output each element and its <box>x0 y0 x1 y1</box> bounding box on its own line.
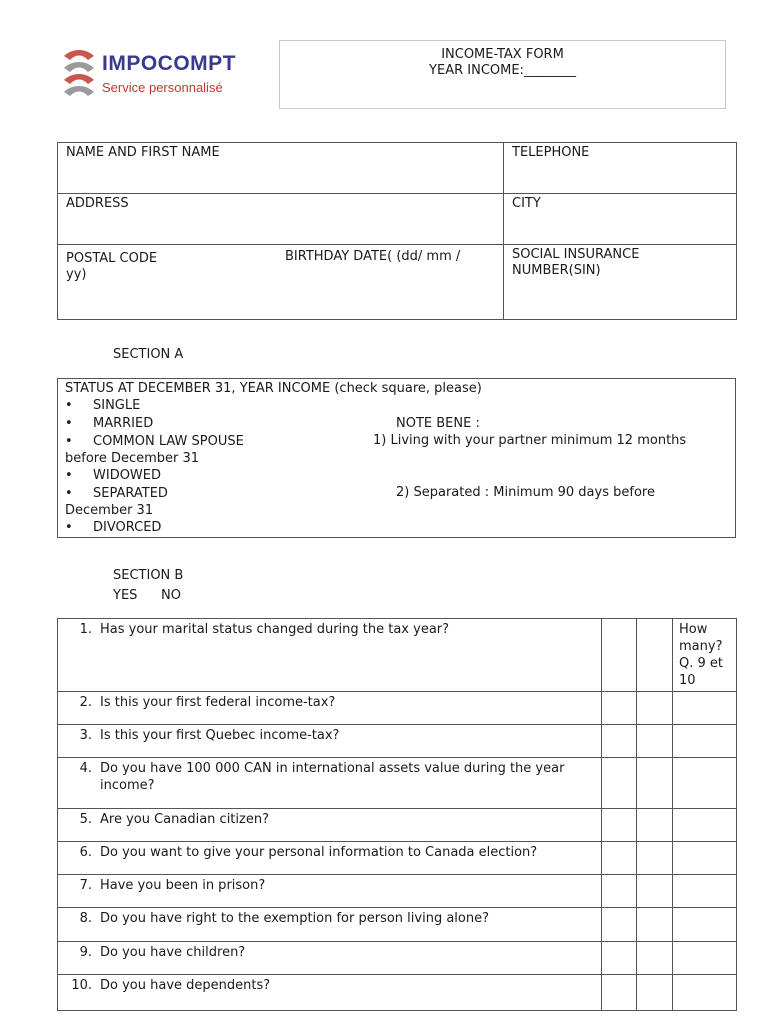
no-checkbox[interactable] <box>637 692 673 725</box>
yes-checkbox[interactable] <box>602 809 637 842</box>
common-law-cont: before December 31 <box>65 451 200 466</box>
status-common-law[interactable]: • COMMON LAW SPOUSE <box>65 434 244 449</box>
year-income-field[interactable]: YEAR INCOME:________ <box>429 63 576 78</box>
address-field[interactable] <box>58 194 504 245</box>
logo-subtitle: Service personnalisé <box>102 80 223 95</box>
yes-checkbox[interactable] <box>602 842 637 875</box>
birthday-label-cont: yy) <box>66 267 87 282</box>
question-text: Do you have 100 000 CAN in international assets value during the year income? <box>100 761 565 793</box>
city-label: CITY <box>512 196 541 211</box>
question-text: Do you have right to the exemption for person living alone? <box>100 911 490 926</box>
bullet-icon: • <box>65 434 73 449</box>
question-text: Do you have dependents? <box>100 978 271 993</box>
postal-code-label: POSTAL CODE <box>66 251 158 266</box>
yes-checkbox[interactable] <box>602 975 637 1011</box>
no-checkbox[interactable] <box>637 809 673 842</box>
status-single[interactable]: • SINGLE <box>65 398 141 413</box>
yes-checkbox[interactable] <box>602 725 637 758</box>
yes-checkbox[interactable] <box>602 692 637 725</box>
section-a-title: SECTION A <box>113 347 184 362</box>
question-row: 2. Is this your first federal income-tax? <box>58 692 602 725</box>
question-row: 9. Do you have children? <box>58 942 602 975</box>
question-row: 3. Is this your first Quebec income-tax? <box>58 725 602 758</box>
question-row: 10. Do you have dependents? <box>58 975 602 1011</box>
form-title-box <box>279 40 726 109</box>
form-title: INCOME-TAX FORM <box>441 47 564 62</box>
bullet-icon: • <box>65 486 73 501</box>
telephone-label: TELEPHONE <box>512 145 590 160</box>
status-heading: STATUS AT DECEMBER 31, YEAR INCOME (check square, please) <box>65 381 482 396</box>
question-row: 4. Do you have 100 000 CAN in international assets value during the year income? <box>58 758 602 809</box>
question-row: 1. Has your marital status changed during the tax year? <box>58 619 602 692</box>
yes-checkbox[interactable] <box>602 619 637 692</box>
sin-label: SOCIAL INSURANCE NUMBER(SIN) <box>512 247 640 278</box>
section-b-title: SECTION B <box>113 568 184 583</box>
no-checkbox[interactable] <box>637 975 673 1011</box>
identity-table <box>57 142 737 320</box>
question-text: Has your marital status changed during the tax year? <box>100 622 450 637</box>
bullet-icon: • <box>65 398 73 413</box>
logo-text: IMPOCOMPT <box>102 52 236 75</box>
how-many-cell[interactable]: How many? Q. 9 et 10 <box>673 619 737 692</box>
logo-mark-icon <box>64 50 94 96</box>
how-many-field[interactable] <box>673 725 737 758</box>
company-logo <box>60 46 100 102</box>
question-text: Is this your first Quebec income-tax? <box>100 728 340 743</box>
question-row: 8. Do you have right to the exemption for person living alone? <box>58 908 602 942</box>
status-divorced[interactable]: • DIVORCED <box>65 520 162 535</box>
how-many-field[interactable] <box>673 842 737 875</box>
yes-checkbox[interactable] <box>602 875 637 908</box>
separated-cont: December 31 <box>65 503 154 518</box>
yes-label: YES <box>113 588 138 603</box>
how-many-field[interactable] <box>673 908 737 942</box>
how-many-field[interactable] <box>673 942 737 975</box>
status-widowed[interactable]: • WIDOWED <box>65 468 162 483</box>
question-row: 7. Have you been in prison? <box>58 875 602 908</box>
question-row: 6. Do you want to give your personal information to Canada election? <box>58 842 602 875</box>
bullet-icon: • <box>65 468 73 483</box>
status-separated[interactable]: • SEPARATED <box>65 486 168 501</box>
how-many-field[interactable] <box>673 975 737 1011</box>
status-box <box>57 378 736 538</box>
question-text: Is this your first federal income-tax? <box>100 695 336 710</box>
telephone-field[interactable] <box>504 143 737 194</box>
yes-checkbox[interactable] <box>602 942 637 975</box>
name-field[interactable] <box>58 143 504 194</box>
note-2: 2) Separated : Minimum 90 days before <box>396 485 655 500</box>
no-checkbox[interactable] <box>637 619 673 692</box>
no-checkbox[interactable] <box>637 942 673 975</box>
question-text: Do you want to give your personal information to Canada election? <box>100 845 538 860</box>
note-title: NOTE BENE : <box>396 416 480 431</box>
no-checkbox[interactable] <box>637 725 673 758</box>
how-many-field[interactable] <box>673 809 737 842</box>
name-label: NAME AND FIRST NAME <box>66 145 220 160</box>
question-row: 5. Are you Canadian citizen? <box>58 809 602 842</box>
yes-checkbox[interactable] <box>602 758 637 809</box>
no-checkbox[interactable] <box>637 758 673 809</box>
bullet-icon: • <box>65 520 73 535</box>
no-label: NO <box>161 588 181 603</box>
city-field[interactable] <box>504 194 737 245</box>
question-text: Are you Canadian citizen? <box>100 812 269 827</box>
question-text: Have you been in prison? <box>100 878 266 893</box>
no-checkbox[interactable] <box>637 875 673 908</box>
address-label: ADDRESS <box>66 196 129 211</box>
birthday-label: BIRTHDAY DATE( (dd/ mm / <box>285 249 461 264</box>
bullet-icon: • <box>65 416 73 431</box>
yes-checkbox[interactable] <box>602 908 637 942</box>
no-checkbox[interactable] <box>637 842 673 875</box>
question-text: Do you have children? <box>100 945 246 960</box>
questions-table <box>57 618 737 1011</box>
how-many-field[interactable] <box>673 758 737 809</box>
how-many-field[interactable] <box>673 692 737 725</box>
no-checkbox[interactable] <box>637 908 673 942</box>
note-1: 1) Living with your partner minimum 12 months <box>373 433 687 448</box>
how-many-field[interactable] <box>673 875 737 908</box>
status-married[interactable]: • MARRIED <box>65 416 154 431</box>
sin-field[interactable] <box>504 245 737 320</box>
